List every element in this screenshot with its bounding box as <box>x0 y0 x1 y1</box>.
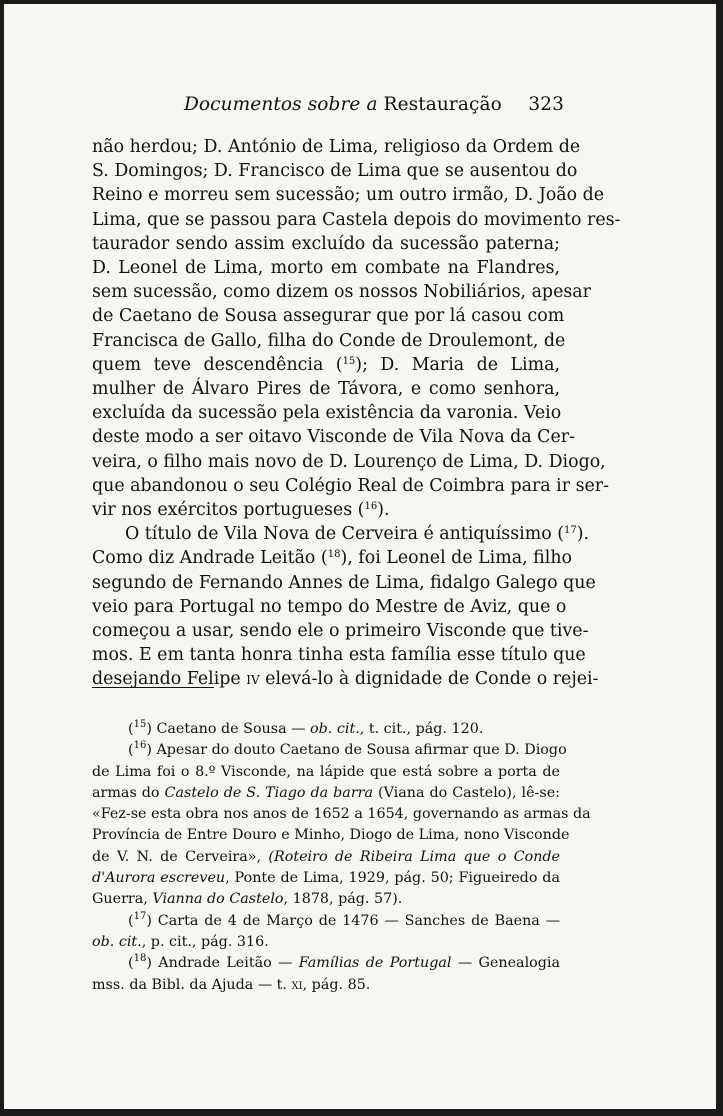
text-line: veira, o filho mais novo de D. Lourenço de Lima, D. Diogo, <box>92 451 606 472</box>
text-line: quem teve descendência ($^{15}$); D. Maria de Lima, <box>92 354 560 375</box>
footnote-line: mss. da Bibl. da Ajuda — t. xi, pág. 85. <box>92 976 371 993</box>
text-line: excluída da sucessão pela existência da varonia. Veio <box>92 403 562 424</box>
text-line: deste modo a ser oitavo Visconde de Vila Nova da Cer- <box>92 427 575 448</box>
main-text <box>92 135 621 692</box>
text-line: vir nos exércitos portugueses ($^{16}$). <box>92 500 390 521</box>
text-line: mulher de Álvaro Pires de Távora, e como senhora, <box>92 379 560 400</box>
text-line: sem sucessão, como dizem os nossos Nobiliários, apesar <box>92 282 591 303</box>
footnote-line: «Fez-se esta obra nos anos de 1652 a 1654, governando as armas da <box>92 806 591 823</box>
footnote-15: ($^{15}$) Caetano de Sousa — ob. cit., t. cit., pág. 120. <box>128 719 484 737</box>
footnote-18: ($^{18}$) Andrade Leitão — Famílias de Portugal — Genealogia <box>128 953 561 972</box>
text-line: Lima, que se passou para Castela depois do movimento res- <box>92 209 621 230</box>
running-title: Documentos sobre a Restauração <box>184 94 502 115</box>
footnote-16: ($^{16}$) Apesar do douto Caetano de Sousa afirmar que D. Diogo <box>128 740 567 759</box>
footnote-line: de V. N. de Cerveira», (Roteiro de Ribeira Lima que o Conde <box>92 848 561 865</box>
footnote-separator <box>92 687 214 688</box>
page-number: 323 <box>528 94 564 115</box>
roman-numeral: iv <box>246 669 260 690</box>
book-page <box>4 4 716 1109</box>
footnote-ref: 15 <box>342 355 356 367</box>
text-line: Francisca de Gallo, filha do Conde de Droulemont, de <box>92 330 566 351</box>
footnote-line: de Lima foi o 8.º Visconde, na lápide que está sobre a porta de <box>92 763 560 780</box>
text-line: mos. E em tanta honra tinha esta família esse título que <box>92 645 586 666</box>
footnote-ref: 17 <box>564 525 577 537</box>
text-line: segundo de Fernando Annes de Lima, fidalgo Galego que <box>92 572 596 593</box>
footnote-line: Guerra, Vianna do Castelo, 1878, pág. 57). <box>92 891 403 908</box>
text-line: começou a usar, sendo ele o primeiro Visconde que tive- <box>92 621 589 642</box>
text-line: desejando Felipe iv elevá-lo à dignidade de Conde o rejei- <box>92 669 599 690</box>
footnote-line: armas do Castelo de S. Tiago da barra (Viana do Castelo), lê-se: <box>92 784 560 801</box>
text-line: Como diz Andrade Leitão ($^{18}$), foi Leonel de Lima, filho <box>92 548 572 569</box>
text-line: não herdou; D. António de Lima, religioso da Ordem de <box>92 137 581 157</box>
text-line: Reino e morreu sem sucessão; um outro irmão, D. João de <box>92 185 605 206</box>
footnote-line: ob. cit., p. cit., pág. 316. <box>92 933 269 950</box>
footnote-ref: 18 <box>327 549 341 561</box>
text-line: S. Domingos; D. Francisco de Lima que se ausentou do <box>92 161 578 182</box>
text-line: D. Leonel de Lima, morto em combate na Flandres, <box>92 258 560 279</box>
text-line: taurador sendo assim excluído da sucessão paterna; <box>92 233 560 254</box>
footnote-ref: 16 <box>364 501 378 513</box>
text-line: veio para Portugal no tempo do Mestre de Aviz, que o <box>92 596 567 617</box>
footnote-17: ($^{17}$) Carta de 4 de Março de 1476 — Sanches de Baena — <box>128 910 560 929</box>
running-header <box>184 94 564 115</box>
text-line: O título de Vila Nova de Cerveira é antiquíssimo ($^{17}$). <box>125 524 590 545</box>
footnotes <box>92 719 591 996</box>
text-line: de Caetano de Sousa assegurar que por lá casou com <box>92 306 565 327</box>
footnote-line: d'Aurora escreveu, Ponte de Lima, 1929, pág. 50; Figueiredo da <box>92 870 560 887</box>
text-line: que abandonou o seu Colégio Real de Coimbra para ir ser- <box>92 475 609 496</box>
footnote-line: Província de Entre Douro e Minho, Diogo de Lima, nono Visconde <box>92 827 570 844</box>
